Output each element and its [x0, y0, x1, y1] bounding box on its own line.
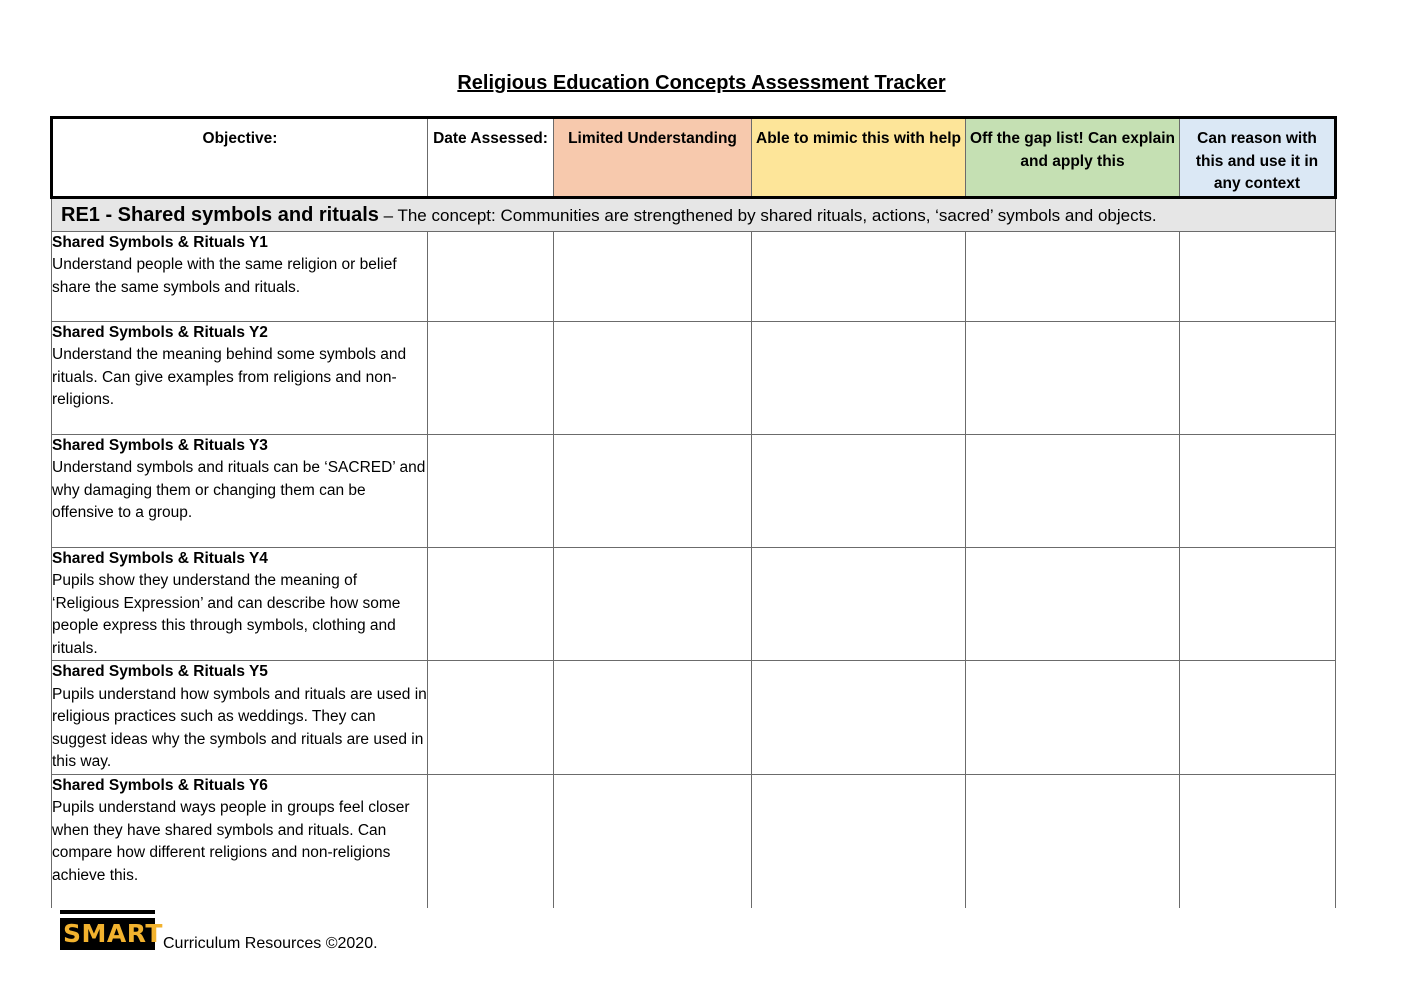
- objective-description: Understand symbols and rituals can be ‘SACRED’ and why damaging them or changing them can be offensive to a group.: [52, 459, 426, 521]
- header-can-reason: Can reason with this and use it in any context: [1180, 118, 1336, 198]
- objective-title: Shared Symbols & Rituals Y1: [52, 233, 268, 251]
- header-date-assessed: Date Assessed:: [428, 118, 554, 198]
- concept-description: – The concept: Communities are strengthened by shared rituals, actions, ‘sacred’ symbols and objects.: [378, 205, 1157, 225]
- objective-description: Pupils understand how symbols and rituals are used in religious practices such as weddings. They can suggest ideas why the symbols and rituals are used in this way.: [52, 685, 427, 770]
- objective-cell: [52, 661, 428, 775]
- objective-cell: [52, 547, 428, 661]
- logo-text: SMART: [63, 919, 163, 948]
- mimic-cell[interactable]: [752, 661, 966, 775]
- reason-cell[interactable]: [1180, 661, 1336, 775]
- table-row: [52, 231, 1336, 321]
- objective-cell: [52, 231, 428, 321]
- logo-box: [60, 918, 163, 950]
- mimic-cell[interactable]: [752, 231, 966, 321]
- gap-cell[interactable]: [966, 231, 1180, 321]
- header-objective: Objective:: [52, 118, 428, 198]
- gap-cell[interactable]: [966, 547, 1180, 661]
- objective-cell: [52, 774, 428, 908]
- limited-cell[interactable]: [554, 434, 752, 547]
- objective-cell: [52, 434, 428, 547]
- objective-title: Shared Symbols & Rituals Y2: [52, 323, 268, 341]
- objective-title: Shared Symbols & Rituals Y5: [52, 663, 268, 680]
- objective-description: Pupils show they understand the meaning of ‘Religious Expression’ and can describe how some people express this through symbols, clothing and rituals.: [52, 572, 401, 657]
- ismart-logo: [60, 910, 163, 950]
- table-row: [52, 661, 1336, 775]
- objective-title: Shared Symbols & Rituals Y4: [52, 549, 268, 567]
- table-row: [52, 321, 1336, 434]
- table-row: [52, 434, 1336, 547]
- date-cell[interactable]: [428, 661, 554, 775]
- mimic-cell[interactable]: [752, 434, 966, 547]
- footer: [60, 910, 378, 950]
- reason-cell[interactable]: [1180, 547, 1336, 661]
- logo-bar: [60, 910, 155, 914]
- date-cell[interactable]: [428, 321, 554, 434]
- objective-cell: [52, 321, 428, 434]
- objective-title: Shared Symbols & Rituals Y3: [52, 436, 268, 454]
- page-title: Religious Education Concepts Assessment Tracker: [457, 72, 946, 94]
- reason-cell[interactable]: [1180, 774, 1336, 908]
- concept-cell: [52, 197, 1336, 231]
- date-cell[interactable]: [428, 434, 554, 547]
- objective-description: Pupils understand ways people in groups feel closer when they have shared symbols and rituals. Can compare how different religions and non-religions achieve this.: [52, 799, 410, 884]
- gap-cell[interactable]: [966, 774, 1180, 908]
- gap-cell[interactable]: [966, 661, 1180, 775]
- table-row: [52, 547, 1336, 661]
- header-able-to-mimic: Able to mimic this with help: [752, 118, 966, 198]
- limited-cell[interactable]: [554, 231, 752, 321]
- assessment-table: [50, 116, 1337, 908]
- header-row: [52, 118, 1336, 198]
- mimic-cell[interactable]: [752, 547, 966, 661]
- reason-cell[interactable]: [1180, 321, 1336, 434]
- concept-name: RE1 - Shared symbols and rituals: [61, 203, 379, 226]
- objective-description: Understand people with the same religion or belief share the same symbols and rituals.: [52, 256, 397, 296]
- footer-copyright: Curriculum Resources ©2020.: [163, 935, 378, 952]
- mimic-cell[interactable]: [752, 321, 966, 434]
- reason-cell[interactable]: [1180, 231, 1336, 321]
- date-cell[interactable]: [428, 774, 554, 908]
- header-off-gap-list: Off the gap list! Can explain and apply this: [966, 118, 1180, 198]
- limited-cell[interactable]: [554, 774, 752, 908]
- limited-cell[interactable]: [554, 547, 752, 661]
- concept-row: [52, 197, 1336, 231]
- mimic-cell[interactable]: [752, 774, 966, 908]
- header-limited-understanding: Limited Understanding: [554, 118, 752, 198]
- objective-title: Shared Symbols & Rituals Y6: [52, 776, 268, 794]
- date-cell[interactable]: [428, 231, 554, 321]
- date-cell[interactable]: [428, 547, 554, 661]
- gap-cell[interactable]: [966, 321, 1180, 434]
- objective-description: Understand the meaning behind some symbols and rituals. Can give examples from religions and non-religions.: [52, 346, 407, 408]
- table-row: [52, 774, 1336, 908]
- gap-cell[interactable]: [966, 434, 1180, 547]
- limited-cell[interactable]: [554, 321, 752, 434]
- reason-cell[interactable]: [1180, 434, 1336, 547]
- limited-cell[interactable]: [554, 661, 752, 775]
